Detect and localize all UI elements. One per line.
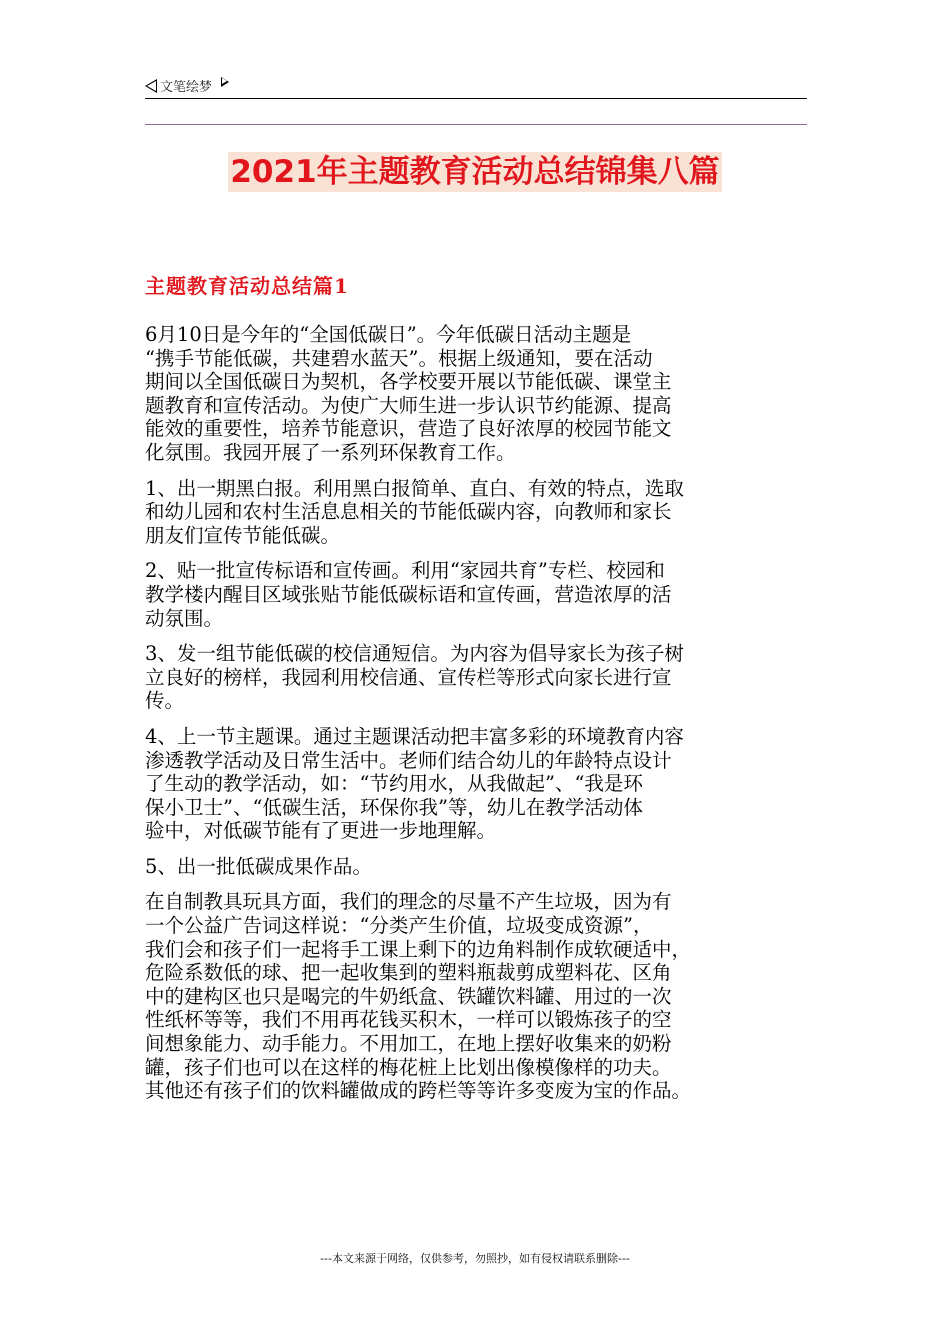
triangle-left-icon (145, 79, 157, 93)
brand-label: 文笔绘梦 (160, 80, 213, 95)
triangle-right-icon (221, 77, 229, 87)
paragraph-line: 期间以全国低碳日为契机，各学校要开展以节能低碳、课堂主 (145, 370, 672, 394)
paragraph (145, 642, 811, 713)
paragraph-line: 罐，孩子们也可以在这样的梅花桩上比划出像模像样的功夫。 (145, 1055, 672, 1079)
paragraph (145, 477, 811, 548)
paragraph-line: 间想象能力、动手能力。不用加工，在地上摆好收集来的奶粉 (145, 1032, 672, 1056)
section-heading: 主题教育活动总结篇1 (145, 274, 349, 298)
footer-note: ---本文来源于网络，仅供参考，勿照抄，如有侵权请联系删除--- (320, 1252, 630, 1265)
paragraph-line: 2、贴一批宣传标语和宣传画。利用“家园共育”专栏、校园和 (145, 559, 665, 583)
paragraph-line: 保小卫士”、“低碳生活，环保你我”等，幼儿在教学活动体 (145, 795, 643, 819)
paragraph-line: 性纸杯等等，我们不用再花钱买积木，一样可以锻炼孩子的空 (145, 1008, 672, 1032)
paragraph-line: 立良好的榜样，我园利用校信通、宣传栏等形式向家长进行宣 (145, 665, 672, 689)
paragraph-line: 1、出一期黑白报。利用黑白报简单、直白、有效的特点，选取 (145, 476, 684, 500)
paragraph-line: 其他还有孩子们的饮料罐做成的跨栏等等许多变废为宝的作品。 (145, 1079, 692, 1103)
paragraph-line: 6月10日是今年的“全国低碳日”。今年低碳日活动主题是 (145, 323, 632, 346)
paragraph-line: 和幼儿园和农村生活息息相关的节能低碳内容，向教师和家长 (145, 500, 672, 524)
paragraph-line: 题教育和宣传活动。为使广大师生进一步认识节约能源、提高 (145, 393, 672, 417)
paragraph-line: 教学楼内醒目区域张贴节能低碳标语和宣传画，营造浓厚的活 (145, 582, 672, 606)
paragraph-line: 3、发一组节能低碳的校信通短信。为内容为倡导家长为孩子树 (145, 642, 684, 666)
paragraph-line: 化氛围。我园开展了一系列环保教育工作。 (145, 440, 516, 464)
header-divider (145, 124, 807, 125)
paragraph (145, 323, 811, 465)
document-title: 2021年主题教育活动总结锦集八篇 (230, 154, 720, 190)
paragraph-line: 5、出一批低碳成果作品。 (145, 854, 372, 878)
paragraph-line: 渗透教学活动及日常生活中。老师们结合幼儿的年龄特点设计 (145, 748, 672, 772)
page-header (145, 72, 807, 99)
paragraph-line: 动氛围。 (145, 606, 224, 630)
title-wrap (0, 152, 950, 192)
paragraph-line: 我们会和孩子们一起将手工课上剩下的边角料制作成软硬适中， (145, 937, 692, 961)
paragraph-line: 在自制教具玩具方面，我们的理念的尽量不产生垃圾，因为有 (145, 890, 672, 914)
paragraph (145, 890, 811, 1102)
document-body (145, 323, 811, 1115)
paragraph-line: 一个公益广告词这样说：“分类产生价值，垃圾变成资源”， (145, 914, 653, 938)
paragraph-line: 中的建构区也只是喝完的牛奶纸盒、铁罐饮料罐、用过的一次 (145, 984, 672, 1008)
paragraph-line: 4、上一节主题课。通过主题课活动把丰富多彩的环境教育内容 (145, 724, 684, 748)
paragraph (145, 725, 811, 843)
paragraph-line: “携手节能低碳，共建碧水蓝天”。根据上级通知，要在活动 (145, 346, 653, 370)
paragraph-line: 了生动的教学活动，如：“节约用水，从我做起”、“我是环 (145, 772, 643, 796)
brand (145, 76, 229, 95)
paragraph-line: 朋友们宣传节能低碳。 (145, 523, 341, 547)
paragraph-line: 传。 (145, 689, 185, 713)
paragraph (145, 559, 811, 630)
paragraph-line: 验中，对低碳节能有了更进一步地理解。 (145, 819, 497, 843)
paragraph (145, 855, 811, 879)
paragraph-line: 危险系数低的球、把一起收集到的塑料瓶裁剪成塑料花、区角 (145, 961, 672, 985)
paragraph-line: 能效的重要性，培养节能意识，营造了良好浓厚的校园节能文 (145, 417, 672, 441)
